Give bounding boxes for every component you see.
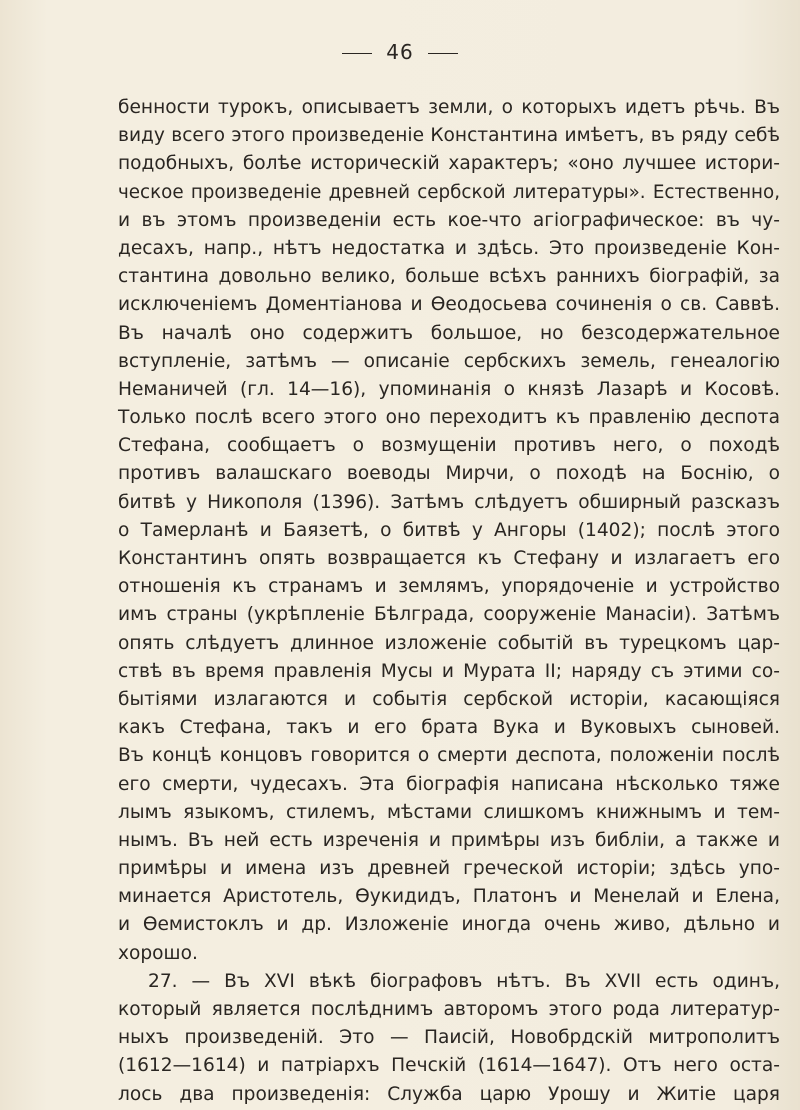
- text-line: противъ валашскаго воеводы Мирчи, о походѣ на Боснію, о: [118, 463, 780, 485]
- header-dash-right: [428, 53, 458, 54]
- page-number: 46: [386, 40, 414, 64]
- text-line: (1612—1614) и патріархъ Печскій (1614—1647). Отъ него оста-: [118, 1055, 780, 1077]
- text-line: бытіями излагаются и событія сербской исторіи, касающіяся: [118, 688, 780, 710]
- page-header: [0, 40, 800, 64]
- text-line: о Тамерланѣ и Баязетѣ, о битвѣ у Ангоры (1402); послѣ этого: [118, 519, 780, 541]
- text-line: десахъ, напр., нѣтъ недостатка и здѣсь. Это произведеніе Кон-: [118, 237, 780, 259]
- text-line-paragraph-end: хорошо.: [118, 942, 198, 964]
- text-line: и въ этомъ произведеніи есть кое-что агіографическое: въ чу-: [118, 209, 780, 231]
- text-line-paragraph-start: 27. — Въ XVI вѣкѣ біографовъ нѣтъ. Въ XVII есть одинъ,: [148, 970, 780, 992]
- text-line: который является послѣднимъ авторомъ этого рода литератур-: [118, 999, 780, 1020]
- text-line: Только послѣ всего этого оно переходитъ къ правленію деспота: [118, 407, 780, 429]
- text-line: Стефана, сообщаетъ о возмущеніи противъ него, о походѣ: [118, 435, 780, 457]
- text-line: опять слѣдуетъ длинное изложеніе событій въ турецкомъ цар-: [118, 632, 780, 654]
- text-line: Константинъ опять возвращается къ Стефану и излагаетъ его: [118, 548, 780, 569]
- text-line: минается Аристотель, Ѳукидидъ, Платонъ и Менелай и Елена,: [118, 886, 780, 908]
- text-line: Неманичей (гл. 14—16), упоминанія о князѣ Лазарѣ и Косовѣ.: [118, 378, 780, 400]
- text-line: ческое произведеніе древней сербской литературы». Естественно,: [118, 181, 780, 203]
- text-line: примѣры и имена изъ древней греческой исторіи; здѣсь упо-: [118, 858, 780, 880]
- text-line: ныхъ произведеній. Это — Паисій, Новобрдскій митрополитъ: [118, 1027, 780, 1049]
- text-line: Въ началѣ оно содержитъ большое, но безсодержательное: [118, 322, 780, 344]
- text-line: лымъ языкомъ, стилемъ, мѣстами слишкомъ книжнымъ и тем-: [118, 801, 780, 823]
- text-line: битвѣ у Никополя (1396). Затѣмъ слѣдуетъ обширный разсказъ: [118, 491, 780, 513]
- text-line: какъ Стефана, такъ и его брата Вука и Вуковыхъ сыновей.: [118, 717, 780, 739]
- text-line: стантина довольно велико, больше всѣхъ раннихъ біографій, за: [118, 266, 780, 288]
- text-line: исключеніемъ Доментіанова и Ѳеодосьева сочиненія о св. Саввѣ.: [118, 294, 780, 316]
- text-line: вступленіе, затѣмъ — описаніе сербскихъ земель, генеалогію: [118, 350, 780, 372]
- text-line: ствѣ въ время правленія Мусы и Мурата II; наряду съ этими со-: [118, 660, 780, 682]
- text-line: Въ концѣ концовъ говорится о смерти деспота, положеніи послѣ: [118, 745, 780, 767]
- text-line: бенности турокъ, описываетъ земли, о которыхъ идетъ рѣчь. Въ: [118, 97, 780, 118]
- text-line: отношенія къ странамъ и землямъ, упорядоченіе и устройство: [118, 576, 780, 598]
- text-line: его смерти, чудесахъ. Эта біографія написана нѣсколько тяже: [118, 773, 780, 795]
- text-line: лось два произведенія: Служба царю Урошу и Житіе царя: [118, 1083, 780, 1105]
- text-line: нымъ. Въ ней есть изреченія и примѣры изъ библіи, а также и: [118, 829, 780, 851]
- text-line: подобныхъ, болѣе историческій характеръ; «оно лучшее истори-: [118, 153, 780, 175]
- page-body-text: [118, 94, 780, 1109]
- text-line: и Ѳемистоклъ и др. Изложеніе иногда очень живо, дѣльно и: [118, 914, 780, 936]
- text-line: виду всего этого произведеніе Константина имѣетъ, въ ряду себѣ: [118, 125, 780, 147]
- header-dash-left: [342, 53, 372, 54]
- text-line: имъ страны (укрѣпленіе Бѣлграда, сооруженіе Манасіи). Затѣмъ: [118, 604, 780, 626]
